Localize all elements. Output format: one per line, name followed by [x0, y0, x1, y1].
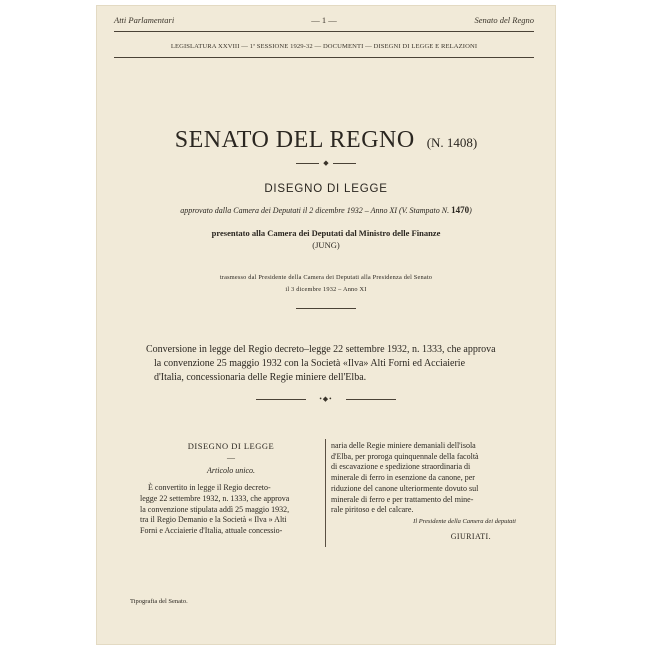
header-rule-top: [114, 31, 534, 32]
bill-kind: DISEGNO DI LEGGE: [264, 183, 388, 195]
conversion-title: Conversione in legge del Regio decreto–legge 22 settembre 1932, n. 1333, che approva la convenzione 25 maggio 1932 con la Società «Ilva» Alti Forni ed Acciaierie d'Italia, concessionaria delle Regie miniere dell'Elba.: [146, 344, 496, 383]
transmitted-line-2: il 3 dicembre 1932 – Anno XI: [285, 286, 367, 293]
signature-role: Il Presidente della Camera dei deputati: [413, 518, 516, 525]
column-divider: [325, 439, 326, 547]
bill-heading: DISEGNO DI LEGGE: [187, 441, 275, 451]
presented-line: presentato alla Camera dei Deputati dal Ministro delle Finanze: [211, 228, 441, 238]
header-rule-bottom: [114, 57, 534, 58]
ornament-divider-mid: [296, 305, 356, 311]
printer-credit: Tipografia del Senato.: [130, 598, 188, 605]
header-left: Atti Parlamentari: [114, 15, 175, 25]
ornament-divider-top: ◆: [296, 160, 356, 166]
header-right: Senato del Regno: [474, 15, 534, 25]
page-number: — 1 —: [311, 15, 337, 25]
bill-heading-dash: —: [227, 453, 235, 462]
article-label: Articolo unico.: [207, 466, 255, 475]
signature-name: GIURIATI.: [450, 532, 491, 541]
approval-line: approvato dalla Camera dei Deputati il 2 dicembre 1932 – Anno XI (V. Stampato N. 1470): [180, 205, 472, 215]
stampato-number: 1470: [451, 205, 470, 215]
document-number: (N. 1408): [426, 135, 478, 150]
legislature-line: LEGISLATURA XXVIII — 1ª SESSIONE 1929-32 — DOCUMENTI — DISEGNI DI LEGGE E RELAZIONI: [170, 43, 478, 50]
title-block: [96, 127, 556, 154]
minister-name: (JUNG): [312, 240, 340, 250]
article-text-left: È convertito in legge il Regio decreto- legge 22 settembre 1932, n. 1333, che approva la convenzione stipulata addì 25 maggio 1932, tra il Regio Demanio e la Società « Ilva » Alti Forni e Acciaierie d'Italia, attuale concessio-: [140, 483, 290, 536]
ornament-divider-bottom: •◆•: [256, 396, 396, 402]
article-text-right: naria delle Regie miniere demaniali dell'isola d'Elba, per proroga quinquennale della facoltà di escavazione e spedizione straordinaria di minerale di ferro in esenzione da canone, per riduzione del canone ulteriormente dovuto sul minerale di ferro e per trattamento del mine- rale piritoso e del calcare.: [331, 441, 479, 515]
transmitted-line-1: trasmesso dal Presidente della Camera dei Deputati alla Presidenza del Senato: [219, 274, 433, 281]
page-title: SENATO DEL REGNO: [174, 127, 415, 153]
bill-left-column: [140, 441, 322, 537]
document-page: [96, 5, 556, 645]
